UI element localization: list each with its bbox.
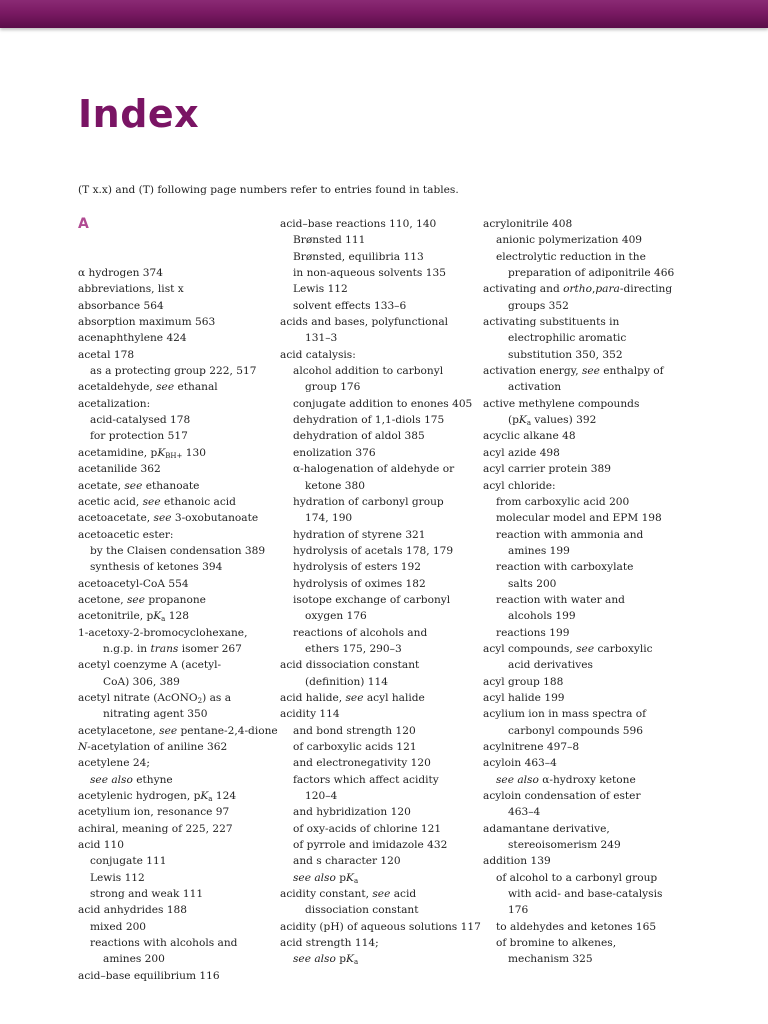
index-entry: acid–base equilibrium 116: [78, 969, 220, 982]
index-entry: acyclic alkane 48: [483, 430, 576, 443]
index-subentry: ($pK_a$ values) 392: [508, 414, 597, 428]
index-subentry: of carboxylic acids 121: [293, 741, 417, 753]
index-subentry: amines 200: [103, 953, 165, 966]
index-subentry: α-halogenation of aldehyde or: [293, 463, 455, 476]
index-subentry: see also ethyne: [90, 773, 173, 786]
index-entry: acid strength 114;: [280, 937, 379, 950]
index-subentry: conjugate addition to enones 405: [293, 397, 473, 410]
index-subentry: with acid- and base-catalysis: [508, 888, 663, 901]
index-entry: acetonitrile, $pK_a$ 128: [78, 610, 189, 624]
index-entry: acid catalysis:: [280, 348, 356, 361]
index-entry: activation energy, see enthalpy of: [483, 365, 664, 378]
index-subentry: substitution 350, 352: [508, 348, 623, 361]
index-subentry: reaction with water and: [496, 593, 625, 606]
index-subentry: of bromine to alkenes,: [496, 937, 617, 950]
index-entry: acyl chloride:: [483, 479, 556, 492]
index-subentry: electrophilic aromatic: [508, 332, 627, 345]
index-entry: absorption maximum 563: [78, 316, 216, 329]
index-entry: active methylene compounds: [483, 397, 640, 410]
index-subentry: by the Claisen condensation 389: [90, 544, 266, 557]
index-subentry: Brønsted 111: [293, 234, 366, 247]
index-entry: absorbance 564: [78, 299, 164, 312]
index-subentry: reactions of alcohols and: [293, 626, 428, 639]
index-entry: adamantane derivative,: [483, 822, 610, 835]
index-entry: acyl azide 498: [483, 446, 560, 459]
index-subentry: acid-catalysed 178: [90, 414, 191, 427]
index-subentry: hydrolysis of oximes 182: [293, 577, 426, 590]
index-entry: 1-acetoxy-2-bromocyclohexane,: [78, 626, 248, 639]
index-subentry: reaction with ammonia and: [496, 528, 644, 541]
index-subentry: 463–4: [508, 806, 541, 819]
index-subentry: to aldehydes and ketones 165: [496, 920, 657, 933]
index-entry: acyloin condensation of ester: [483, 790, 641, 803]
index-subentry: see also α-hydroxy ketone: [496, 773, 636, 786]
index-subentry: 120–4: [305, 790, 338, 803]
index-entry: acetoacetate, see 3-oxobutanoate: [78, 512, 259, 525]
index-subentry: see also $pK_a$: [293, 953, 359, 967]
index-subentry: nitrating agent 350: [103, 708, 208, 721]
index-subentry: mixed 200: [90, 920, 147, 933]
index-subentry: ketone 380: [305, 479, 366, 492]
top-color-bar: [0, 0, 768, 28]
index-subentry: reaction with carboxylate: [496, 561, 634, 574]
index-subentry: oxygen 176: [305, 610, 367, 623]
index-entry: acetylene 24;: [78, 757, 150, 770]
index-subentry: of alcohol to a carbonyl group: [496, 871, 658, 884]
index-entry: acetanilide 362: [78, 463, 161, 476]
index-subentry: dissociation constant: [305, 904, 419, 917]
index-entry: activating substituents in: [483, 316, 620, 329]
index-subentry: (definition) 114: [305, 675, 389, 688]
index-entry: acetoacetyl-CoA 554: [78, 577, 189, 590]
section-spacer: [78, 249, 278, 265]
index-entry: α hydrogen 374: [78, 267, 164, 280]
index-entry: acetamidine, $pK_{BH+}$ 130: [78, 446, 206, 460]
index-subentry: see also $pK_a$: [293, 871, 359, 885]
index-subentry: and s character 120: [293, 855, 401, 868]
index-subentry: carbonyl compounds 596: [508, 724, 644, 737]
index-subentry: salts 200: [508, 577, 557, 590]
index-entry: acetoacetic ester:: [78, 528, 174, 541]
index-entry: N-acetylation of aniline 362: [78, 741, 228, 753]
index-entry: acetyl nitrate (AcONO$_2$) as a: [78, 691, 232, 705]
index-subentry: dehydration of aldol 385: [293, 430, 425, 443]
index-subentry: and hybridization 120: [293, 806, 411, 819]
index-subentry: mechanism 325: [508, 953, 593, 966]
index-entry: acetone, see propanone: [78, 593, 206, 606]
index-entry: activating and ortho,para-directing: [483, 283, 673, 296]
index-subentry: hydrolysis of esters 192: [293, 561, 422, 574]
index-subentry: hydrolysis of acetals 178, 179: [293, 544, 454, 557]
index-entry: acyl halide 199: [483, 691, 565, 704]
index-entry: acyl group 188: [483, 675, 564, 688]
index-subentry: 176: [508, 904, 529, 917]
section-letter-heading: A: [78, 216, 89, 232]
index-entry: acetyl coenzyme A (acetyl-: [78, 659, 222, 672]
index-entry: acid 110: [78, 839, 125, 852]
index-subentry: enolization 376: [293, 446, 376, 459]
index-subentry: solvent effects 133–6: [293, 299, 407, 312]
index-subentry: 131–3: [305, 332, 338, 345]
index-entry: acetalization:: [78, 397, 151, 410]
index-entry: acylium ion in mass spectra of: [483, 708, 647, 721]
index-subentry: 174, 190: [305, 512, 353, 525]
index-entry: acetylium ion, resonance 97: [78, 806, 230, 819]
index-subentry: preparation of adiponitrile 466: [508, 267, 675, 280]
index-subentry: strong and weak 111: [90, 888, 204, 901]
index-subentry: isotope exchange of carbonyl: [293, 593, 451, 606]
index-entry: acid–base reactions 110, 140: [280, 218, 437, 230]
index-subentry: ethers 175, 290–3: [305, 642, 402, 655]
index-entry: acidity (pH) of aqueous solutions 117: [280, 920, 481, 933]
index-subentry: activation: [508, 381, 562, 394]
index-subentry: acid derivatives: [508, 659, 593, 672]
index-subentry: reactions 199: [496, 626, 570, 639]
index-subentry: n.g.p. in trans isomer 267: [103, 642, 242, 655]
index-subentry: Lewis 112: [90, 871, 145, 884]
index-entry: acetate, see ethanoate: [78, 479, 200, 492]
index-column-3: [483, 216, 683, 968]
index-entry: acrylonitrile 408: [483, 218, 573, 230]
index-subentry: alcohols 199: [508, 610, 576, 623]
index-subentry: and bond strength 120: [293, 724, 416, 737]
index-subentry: of oxy-acids of chlorine 121: [293, 822, 442, 835]
index-subentry: in non-aqueous solvents 135: [293, 267, 446, 280]
index-entry: acidity 114: [280, 708, 340, 721]
index-entry: achiral, meaning of 225, 227: [78, 822, 233, 835]
index-subentry: reactions with alcohols and: [90, 937, 238, 950]
index-subentry: stereoisomerism 249: [508, 839, 621, 852]
intro-note: (T x.x) and (T) following page numbers refer to entries found in tables.: [78, 184, 459, 196]
index-column-2: [280, 216, 480, 968]
index-subentry: for protection 517: [90, 430, 188, 443]
index-subentry: and electronegativity 120: [293, 757, 431, 770]
index-entry: acetylenic hydrogen, $pK_a$ 124: [78, 790, 237, 804]
index-subentry: from carboxylic acid 200: [496, 495, 630, 508]
index-subentry: anionic polymerization 409: [496, 234, 643, 247]
index-subentry: hydration of styrene 321: [293, 528, 426, 541]
index-subentry: factors which affect acidity: [293, 773, 439, 786]
index-entry: acetic acid, see ethanoic acid: [78, 495, 236, 508]
index-subentry: molecular model and EPM 198: [496, 512, 662, 525]
index-entry: acylnitrene 497–8: [483, 741, 580, 753]
index-entry: acids and bases, polyfunctional: [280, 316, 449, 329]
index-subentry: synthesis of ketones 394: [90, 561, 223, 574]
index-entry: acenaphthylene 424: [78, 332, 187, 345]
index-entry: acyloin 463–4: [483, 757, 557, 770]
index-subentry: Brønsted, equilibria 113: [293, 250, 424, 263]
index-subentry: dehydration of 1,1-diols 175: [293, 414, 445, 427]
page-title: Index: [78, 92, 200, 136]
index-entry: acetaldehyde, see ethanal: [78, 381, 218, 394]
index-subentry: alcohol addition to carbonyl: [293, 365, 444, 378]
index-subentry: CoA) 306, 389: [103, 675, 180, 688]
index-entry: acetal 178: [78, 348, 135, 361]
index-entry: abbreviations, list x: [78, 283, 184, 296]
index-entry: acyl compounds, see carboxylic: [483, 642, 653, 655]
index-subentry: hydration of carbonyl group: [293, 495, 444, 508]
index-subentry: Lewis 112: [293, 283, 348, 296]
index-subentry: groups 352: [508, 299, 569, 312]
index-subentry: amines 199: [508, 544, 570, 557]
index-entry: addition 139: [483, 855, 551, 868]
index-entry: acidity constant, see acid: [280, 888, 417, 901]
index-column-1: [78, 216, 278, 984]
index-subentry: as a protecting group 222, 517: [90, 365, 257, 378]
index-subentry: of pyrrole and imidazole 432: [293, 839, 448, 852]
index-entry: acyl carrier protein 389: [483, 463, 612, 476]
index-entry: acetylacetone, see pentane-2,4-dione: [78, 724, 278, 737]
index-subentry: conjugate 111: [90, 855, 167, 868]
index-entry: acid dissociation constant: [280, 659, 420, 672]
index-subentry: electrolytic reduction in the: [496, 250, 646, 263]
index-entry: acid anhydrides 188: [78, 904, 188, 917]
index-subentry: group 176: [305, 381, 361, 394]
index-entry: acid halide, see acyl halide: [280, 691, 425, 704]
